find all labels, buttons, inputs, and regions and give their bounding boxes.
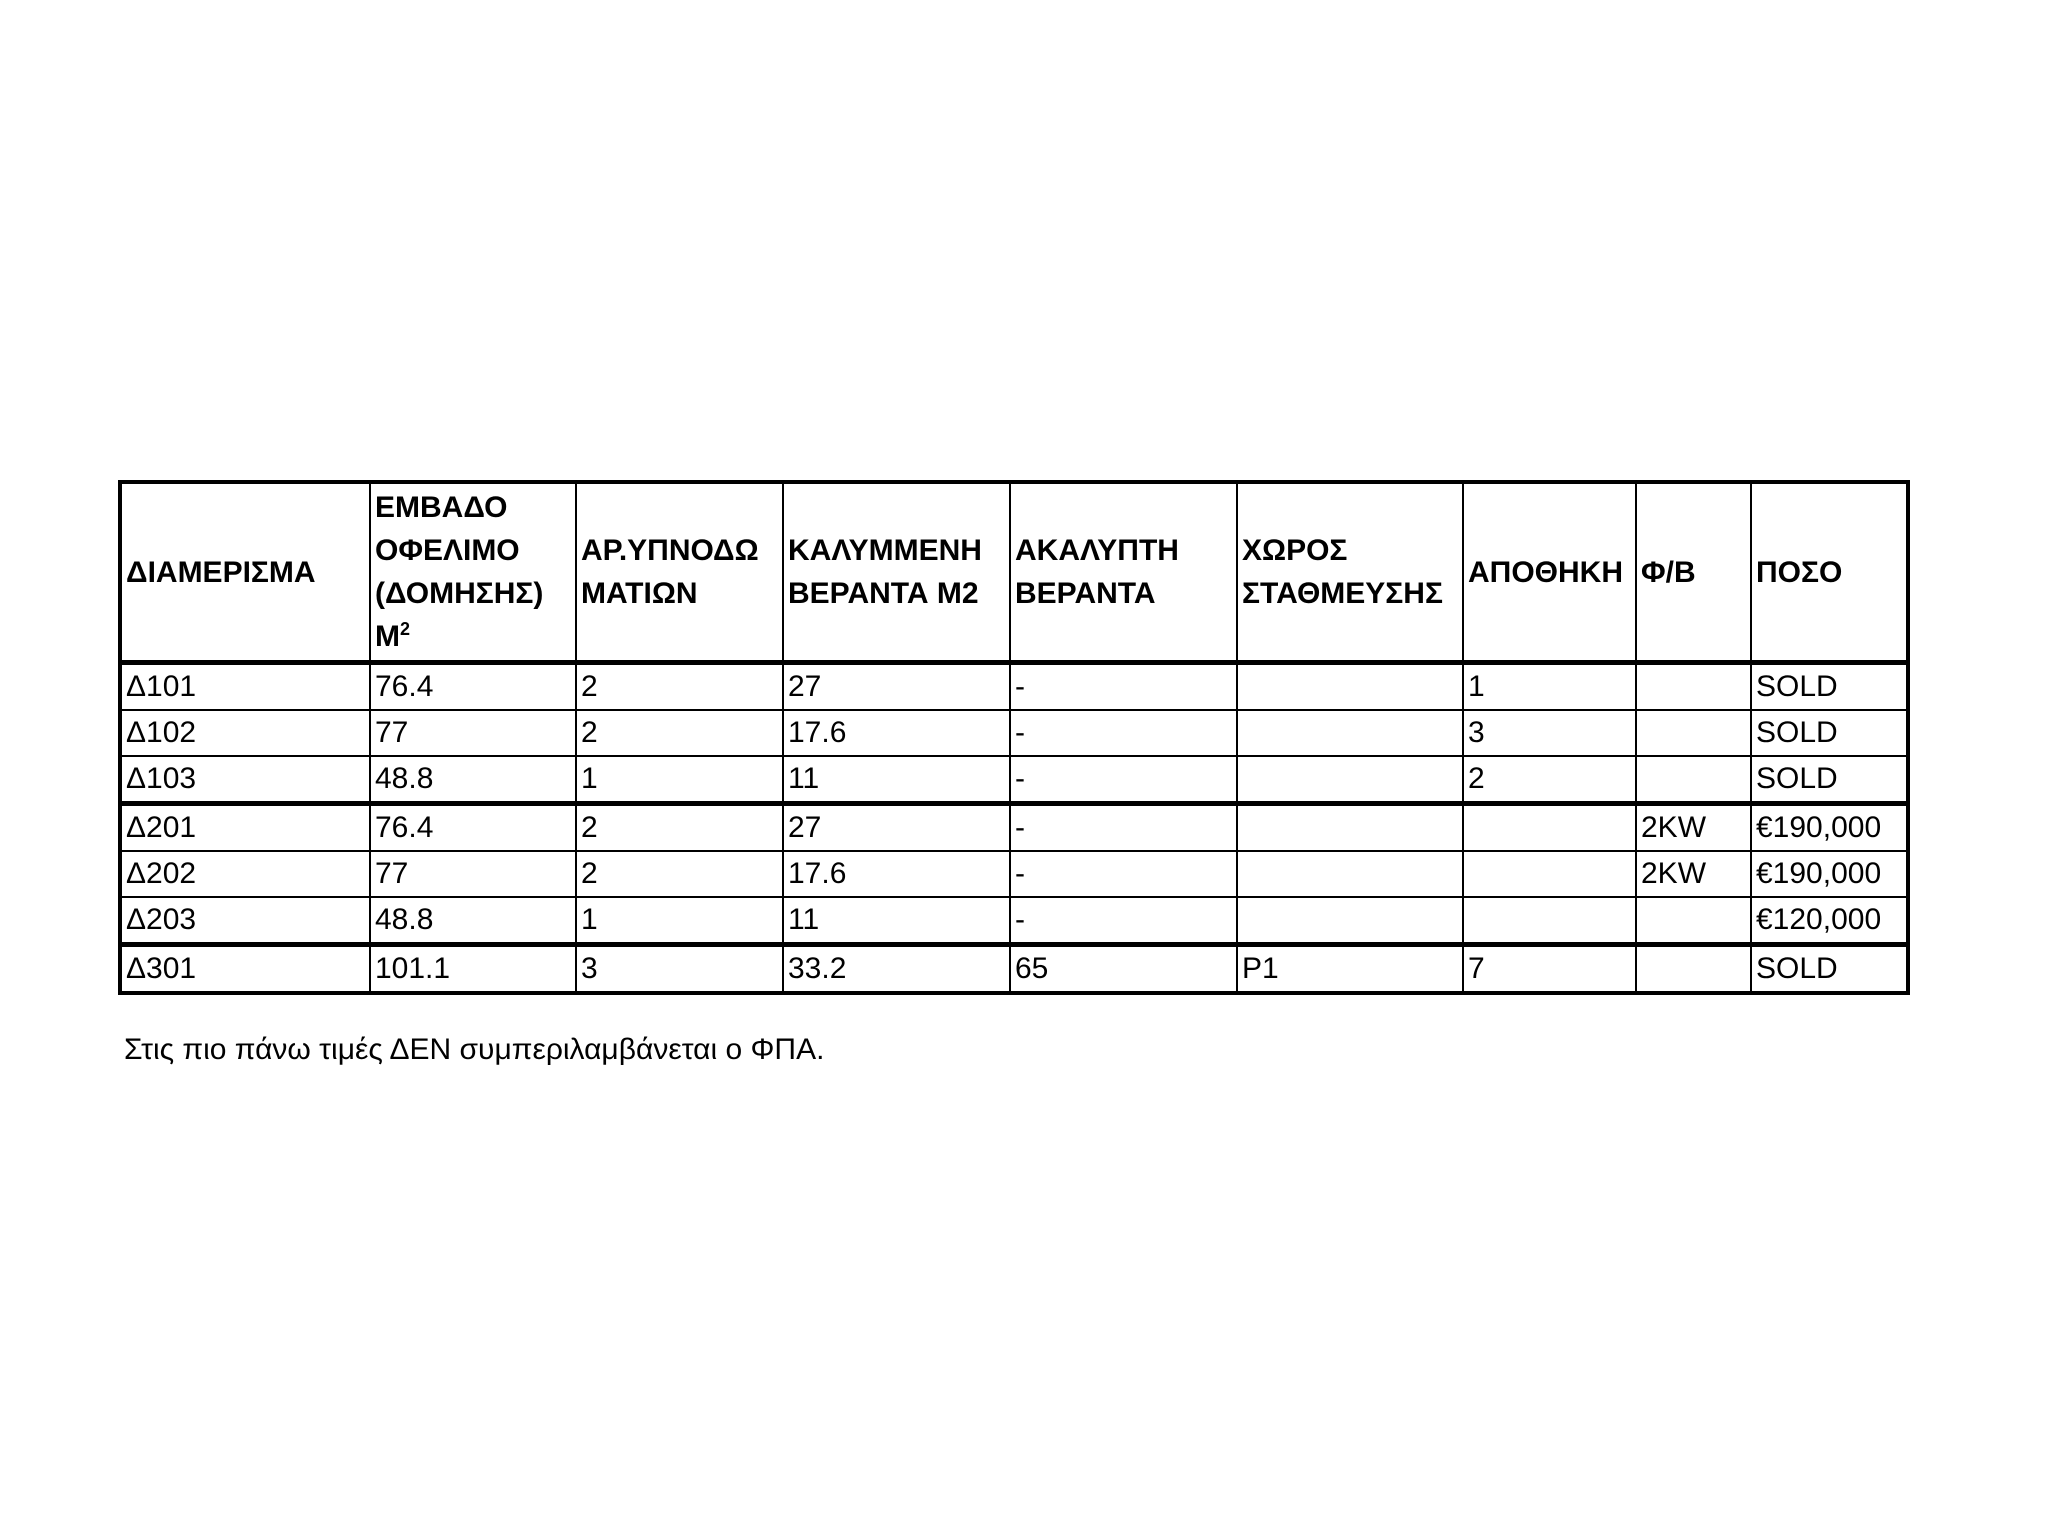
cell-bedrooms: 2	[576, 710, 783, 756]
cell-uncovered-veranda: -	[1010, 897, 1237, 945]
table-row	[120, 945, 1908, 994]
table-row	[120, 897, 1908, 945]
header-apartment: ΔΙΑΜΕΡΙΣΜΑ	[120, 482, 370, 663]
cell-bedrooms: 2	[576, 663, 783, 711]
cell-storage: 1	[1463, 663, 1636, 711]
cell-apartment: Δ203	[120, 897, 370, 945]
cell-covered-veranda: 33.2	[783, 945, 1010, 994]
cell-apartment: Δ102	[120, 710, 370, 756]
cell-bedrooms: 1	[576, 756, 783, 804]
cell-storage: 7	[1463, 945, 1636, 994]
cell-apartment: Δ202	[120, 851, 370, 897]
header-covered-veranda: ΚΑΛΥΜΜΕΝΗ ΒΕΡΑΝΤΑ Μ2	[783, 482, 1010, 663]
cell-apartment: Δ301	[120, 945, 370, 994]
cell-uncovered-veranda: 65	[1010, 945, 1237, 994]
cell-area: 48.8	[370, 756, 576, 804]
header-price: ΠΟΣΟ	[1751, 482, 1908, 663]
cell-uncovered-veranda: -	[1010, 851, 1237, 897]
cell-pv	[1636, 663, 1751, 711]
cell-covered-veranda: 27	[783, 663, 1010, 711]
cell-price: SOLD	[1751, 945, 1908, 994]
cell-storage	[1463, 851, 1636, 897]
header-area: ΕΜΒΑΔΟ ΟΦΕΛΙΜΟ (ΔΟΜΗΣΗΣ) $M^2$	[370, 482, 576, 663]
header-bedrooms: ΑΡ.ΥΠΝΟΔΩΜΑΤΙΩΝ	[576, 482, 783, 663]
header-storage: ΑΠΟΘΗΚΗ	[1463, 482, 1636, 663]
cell-pv	[1636, 756, 1751, 804]
cell-uncovered-veranda: -	[1010, 663, 1237, 711]
cell-covered-veranda: 17.6	[783, 851, 1010, 897]
cell-price: SOLD	[1751, 710, 1908, 756]
cell-bedrooms: 3	[576, 945, 783, 994]
cell-covered-veranda: 17.6	[783, 710, 1010, 756]
cell-storage	[1463, 897, 1636, 945]
cell-apartment: Δ201	[120, 804, 370, 852]
cell-price: €120,000	[1751, 897, 1908, 945]
cell-area: 101.1	[370, 945, 576, 994]
cell-bedrooms: 2	[576, 804, 783, 852]
cell-covered-veranda: 27	[783, 804, 1010, 852]
cell-uncovered-veranda: -	[1010, 710, 1237, 756]
cell-price: SOLD	[1751, 756, 1908, 804]
cell-pv: 2KW	[1636, 804, 1751, 852]
cell-parking	[1237, 756, 1463, 804]
cell-storage: 2	[1463, 756, 1636, 804]
cell-area: 77	[370, 851, 576, 897]
cell-parking	[1237, 710, 1463, 756]
header-parking: ΧΩΡΟΣ ΣΤΑΘΜΕΥΣΗΣ	[1237, 482, 1463, 663]
cell-parking: P1	[1237, 945, 1463, 994]
cell-storage: 3	[1463, 710, 1636, 756]
cell-pv	[1636, 897, 1751, 945]
cell-area: 48.8	[370, 897, 576, 945]
header-pv: Φ/Β	[1636, 482, 1751, 663]
cell-pv	[1636, 945, 1751, 994]
cell-parking	[1237, 663, 1463, 711]
table-row	[120, 756, 1908, 804]
cell-covered-veranda: 11	[783, 756, 1010, 804]
table-row	[120, 851, 1908, 897]
cell-parking	[1237, 804, 1463, 852]
cell-pv	[1636, 710, 1751, 756]
cell-price: €190,000	[1751, 851, 1908, 897]
cell-uncovered-veranda: -	[1010, 804, 1237, 852]
cell-bedrooms: 2	[576, 851, 783, 897]
header-area-superscript: 2	[400, 619, 411, 639]
cell-parking	[1237, 851, 1463, 897]
table-header-row	[120, 482, 1908, 663]
cell-storage	[1463, 804, 1636, 852]
cell-price: €190,000	[1751, 804, 1908, 852]
cell-area: 77	[370, 710, 576, 756]
cell-parking	[1237, 897, 1463, 945]
cell-area: 76.4	[370, 663, 576, 711]
cell-uncovered-veranda: -	[1010, 756, 1237, 804]
vat-note: Στις πιο πάνω τιμές ΔΕΝ συμπεριλαμβάνεται ο ΦΠΑ.	[124, 1033, 825, 1066]
table-row	[120, 710, 1908, 756]
cell-price: SOLD	[1751, 663, 1908, 711]
cell-pv: 2KW	[1636, 851, 1751, 897]
cell-covered-veranda: 11	[783, 897, 1010, 945]
table-row	[120, 804, 1908, 852]
table-row	[120, 663, 1908, 711]
header-uncovered-veranda: ΑΚΑΛΥΠΤΗ ΒΕΡΑΝΤΑ	[1010, 482, 1237, 663]
cell-area: 76.4	[370, 804, 576, 852]
cell-apartment: Δ101	[120, 663, 370, 711]
cell-apartment: Δ103	[120, 756, 370, 804]
cell-bedrooms: 1	[576, 897, 783, 945]
apartment-price-table	[118, 480, 1910, 995]
